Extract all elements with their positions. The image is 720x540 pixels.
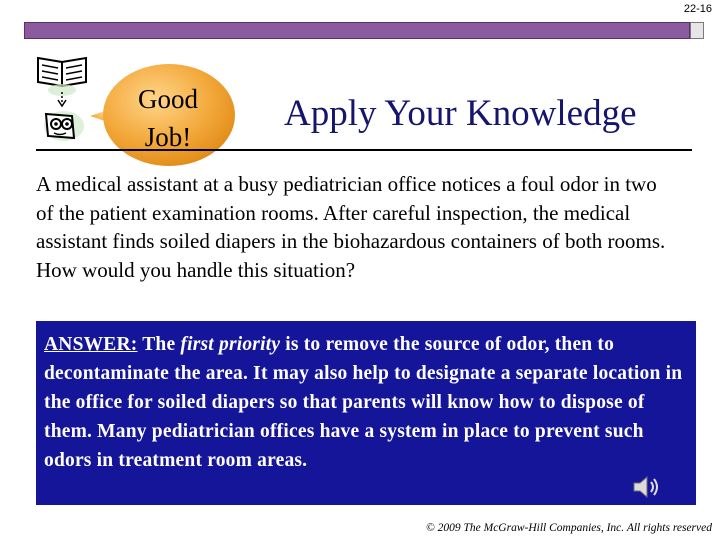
good-job-callout (122, 80, 214, 156)
answer-box (36, 321, 696, 505)
copyright-footer: © 2009 The McGraw-Hill Companies, Inc. All rights reserved (426, 522, 712, 534)
answer-label: ANSWER: (44, 334, 138, 355)
answer-text-2: is to remove the source of odor, then to decontaminate the area. It may also help to designate a separate location in the office for soiled diapers so that parents will know how to dispose of them. Many pediatrician offices have a system in place to prevent such odors in treatment room areas. (44, 334, 683, 471)
top-bar (24, 22, 690, 39)
title-divider (36, 149, 692, 151)
answer-text-1: The (137, 334, 181, 355)
callout-line-1: Good (138, 84, 198, 114)
question-text: A medical assistant at a busy pediatrician office notices a foul odor in two of the patient examination rooms. After careful inspection, the medical assistant finds soiled diapers in the biohazardous containers of both rooms. How would you handle this situation? (36, 172, 666, 282)
page-title: Apply Your Knowledge (284, 93, 637, 134)
answer-emphasis: first priority (180, 334, 281, 355)
callout-line-2: Job! (144, 122, 192, 152)
top-bar-end (690, 22, 704, 39)
speaker-icon[interactable] (630, 472, 660, 502)
slide-number: 22-16 (683, 3, 712, 15)
